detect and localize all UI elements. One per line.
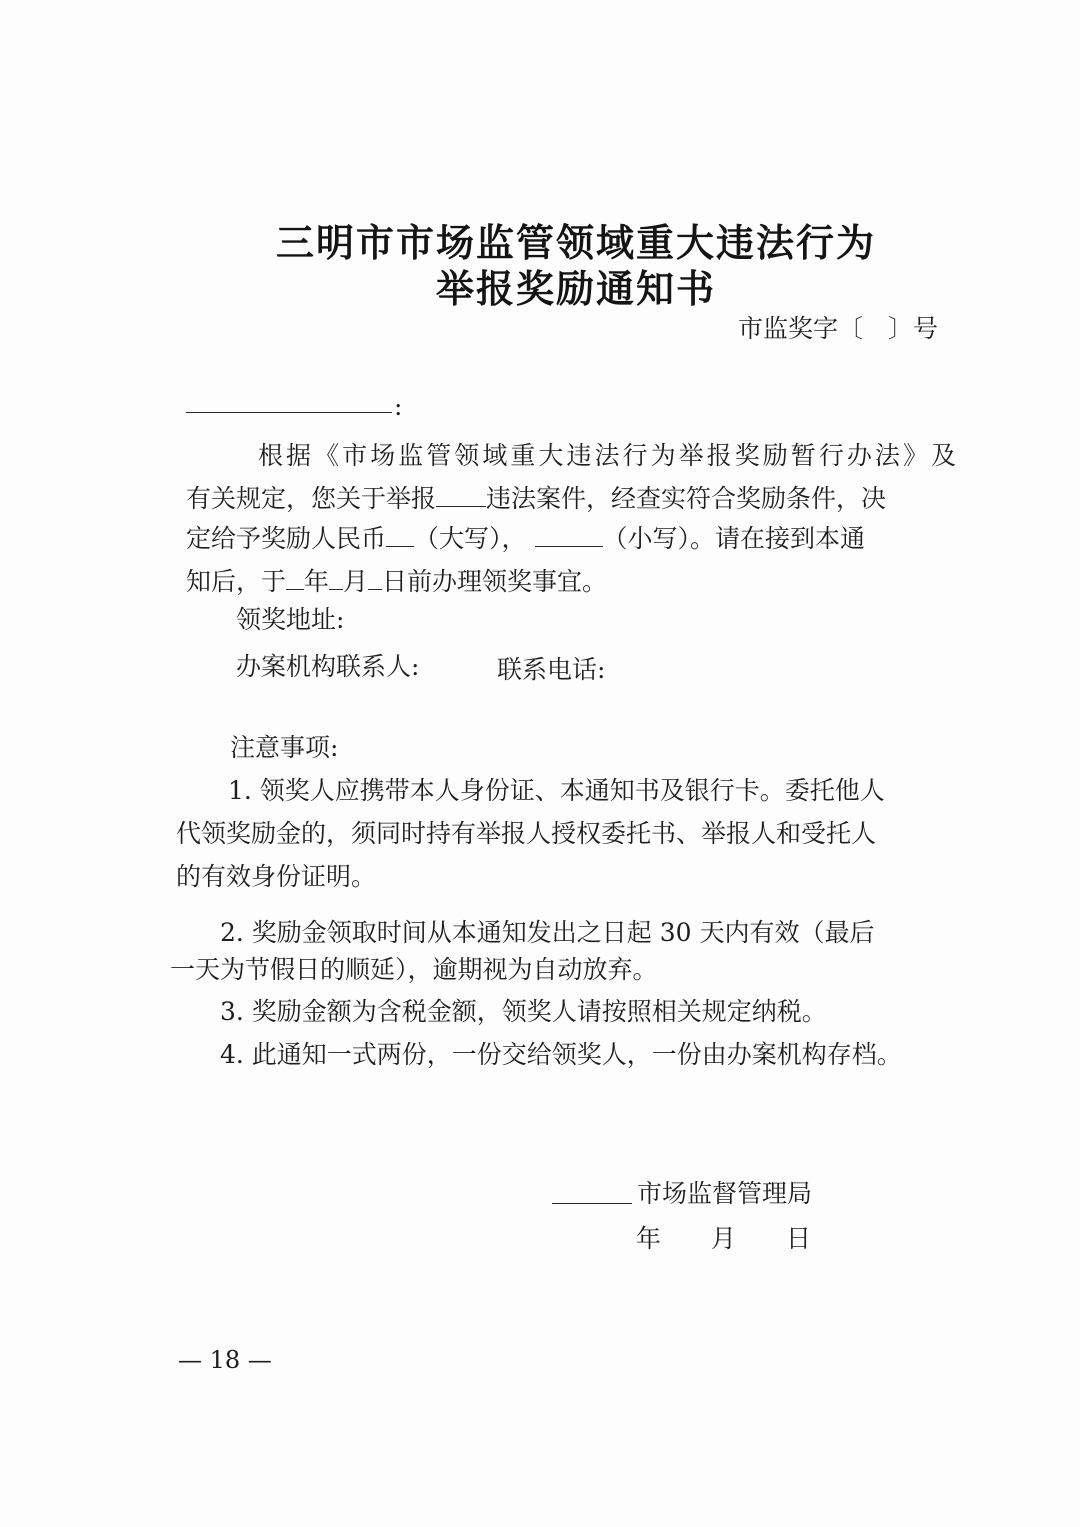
contact-phone-label: 联系电话:: [497, 655, 606, 684]
note-item-1-line-2: 代领奖励金的，须同时持有举报人授权委托书、举报人和受托人: [176, 819, 877, 848]
year-blank: [286, 567, 304, 590]
body-line-2-text-b: 违法案件，经查实符合奖励条件，决: [486, 484, 887, 513]
body-line-3-text-a: 定给予奖励人民币: [186, 524, 387, 553]
notes-heading: 注意事项:: [230, 733, 339, 762]
issue-date: 年 月 日: [636, 1224, 812, 1253]
note-item-4: 4. 此通知一式两份，一份交给领奖人，一份由办案机构存档。: [220, 1040, 902, 1069]
note-item-1-line-3: 的有效身份证明。: [176, 862, 377, 891]
document-number: 市监奖字〔 〕号: [738, 314, 939, 343]
note-item-3: 3. 奖励金额为含税金额，领奖人请按照相关规定纳税。: [220, 997, 827, 1026]
bureau-name-blank: [552, 1203, 632, 1204]
day-blank: [368, 567, 382, 590]
body-line-3-text-c: （小写）。请在接到本通: [602, 524, 866, 553]
body-line-4-month: 月: [343, 567, 369, 596]
body-line-2-text-a: 有关规定，您关于举报: [186, 484, 437, 513]
issuing-bureau: 市场监督管理局: [637, 1179, 813, 1208]
violation-blank: [436, 484, 486, 507]
month-blank: [329, 567, 343, 590]
document-title-line-1: 三明市市场监管领域重大违法行为: [275, 221, 876, 265]
contact-person-label: 办案机构联系人:: [236, 652, 420, 681]
body-line-4: [186, 567, 607, 597]
body-line-1: [186, 441, 956, 471]
body-line-2: [186, 484, 886, 514]
note-item-1-line-1: 1. 领奖人应携带本人身份证、本通知书及银行卡。委托他人: [228, 776, 885, 805]
note-item-2-line-1: 2. 奖励金领取时间从本通知发出之日起 30 天内有效（最后: [220, 918, 875, 947]
body-line-4-year: 年: [304, 567, 330, 596]
amount-lowercase-blank: [535, 524, 603, 547]
page-number: — 18 —: [178, 1346, 272, 1374]
body-line-3-text-b: （大写），: [414, 524, 527, 553]
body-line-4-text-a: 知后，于: [186, 567, 287, 596]
note-item-2-line-2: 一天为节假日的顺延），逾期视为自动放弃。: [170, 955, 658, 984]
document-title-line-2: 举报奖励通知书: [435, 267, 716, 311]
award-address-label: 领奖地址:: [236, 605, 345, 634]
amount-uppercase-blank: [386, 524, 414, 547]
body-line-4-text-d: 日前办理领奖事宜。: [382, 567, 608, 596]
addressee-blank-line: [186, 412, 392, 413]
addressee-colon: :: [394, 392, 403, 421]
body-line-1-text: 根据《市场监管领域重大违法行为举报奖励暂行办法》及: [258, 441, 956, 470]
body-line-3: [186, 524, 865, 554]
